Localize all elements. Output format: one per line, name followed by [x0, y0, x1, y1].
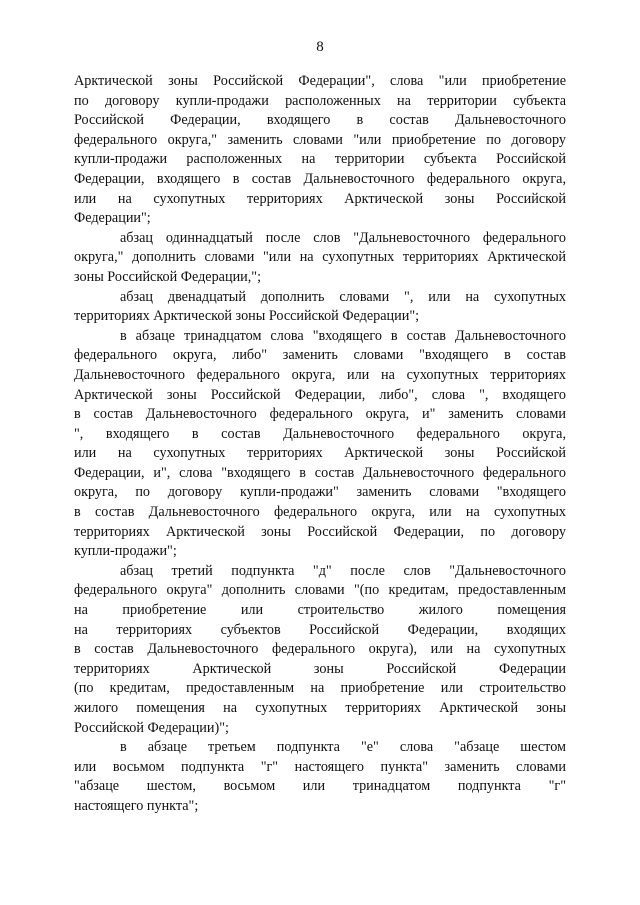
- text-line: абзац одиннадцатый после слов "Дальневосточного федерального: [120, 229, 566, 246]
- text-line: территориях Арктической зоны Российской Федерации, по договору: [74, 523, 566, 540]
- paragraph: [74, 562, 566, 738]
- text-line: Арктической зоны Российской Федерации", слова "или приобретение: [74, 73, 566, 89]
- text-line: в состав Дальневосточного федерального округа), или на сухопутных: [74, 641, 566, 658]
- text-line: Арктической зоны Российской Федерации, либо", слова ", входящего: [74, 386, 566, 403]
- text-line: на территориях субъектов Российской Федерации, входящих: [74, 621, 566, 638]
- text-line: ", входящего в состав Дальневосточного федерального округа,: [74, 425, 566, 442]
- text-line: купли-продажи расположенных на территории субъекта Российской: [74, 151, 566, 168]
- paragraph: [74, 738, 566, 816]
- page-number: 8: [316, 39, 324, 55]
- paragraph: [74, 229, 566, 288]
- document-body: [74, 72, 566, 817]
- paragraph: [74, 288, 566, 327]
- text-line: жилого помещения на сухопутных территориях Арктической зоны: [74, 700, 566, 716]
- text-line: Федерации, входящего в состав Дальневосточного федерального округа,: [74, 170, 566, 187]
- text-line: купли-продажи";: [74, 543, 177, 560]
- text-line: в абзаце третьем подпункта "е" слова "абзаце шестом: [120, 739, 566, 756]
- text-line: (по кредитам, предоставленным на приобретение или строительство: [74, 680, 566, 697]
- text-line: Российской Федерации)";: [74, 719, 229, 736]
- text-line: или восьмом подпункта "г" настоящего пункта" заменить словами: [74, 758, 566, 775]
- text-line: округа," дополнить словами "или на сухопутных территориях Арктической: [74, 249, 566, 266]
- text-line: Дальневосточного федерального округа, или на сухопутных территориях: [74, 366, 566, 383]
- text-line: в состав Дальневосточного федерального округа, или на сухопутных: [74, 504, 566, 521]
- text-line: абзац двенадцатый дополнить словами ", или на сухопутных: [120, 288, 566, 305]
- text-line: на приобретение или строительство жилого помещения: [74, 602, 566, 619]
- text-line: Российской Федерации, входящего в состав Дальневосточного: [74, 112, 566, 129]
- paragraph: [74, 327, 566, 562]
- text-line: настоящего пункта";: [74, 797, 199, 814]
- text-line: в состав Дальневосточного федерального округа, и" заменить словами: [74, 406, 566, 423]
- text-line: Федерации";: [74, 210, 151, 227]
- text-line: территориях Арктической зоны Российской Федерации: [74, 660, 566, 677]
- text-line: абзац третий подпункта "д" после слов "Дальневосточного: [120, 562, 566, 579]
- text-line: зоны Российской Федерации,";: [74, 268, 262, 285]
- text-line: "абзаце шестом, восьмом или тринадцатом подпункта "г": [74, 778, 566, 795]
- text-line: или на сухопутных территориях Арктической зоны Российской: [74, 190, 566, 207]
- text-line: Федерации, и", слова "входящего в состав Дальневосточного федерального: [74, 464, 566, 481]
- text-line: по договору купли-продажи расположенных на территории субъекта: [74, 92, 566, 109]
- text-line: или на сухопутных территориях Арктической зоны Российской: [74, 445, 566, 462]
- text-line: в абзаце тринадцатом слова "входящего в состав Дальневосточного: [120, 327, 566, 344]
- paragraph: [74, 72, 566, 229]
- text-line: федерального округа," заменить словами "или приобретение по договору: [74, 131, 566, 148]
- text-line: территориях Арктической зоны Российской Федерации";: [74, 308, 420, 325]
- text-line: федерального округа" дополнить словами "(по кредитам, предоставленным: [74, 582, 566, 599]
- text-line: округа, по договору купли-продажи" заменить словами "входящего: [74, 484, 566, 501]
- text-line: федерального округа, либо" заменить словами "входящего в состав: [74, 347, 566, 364]
